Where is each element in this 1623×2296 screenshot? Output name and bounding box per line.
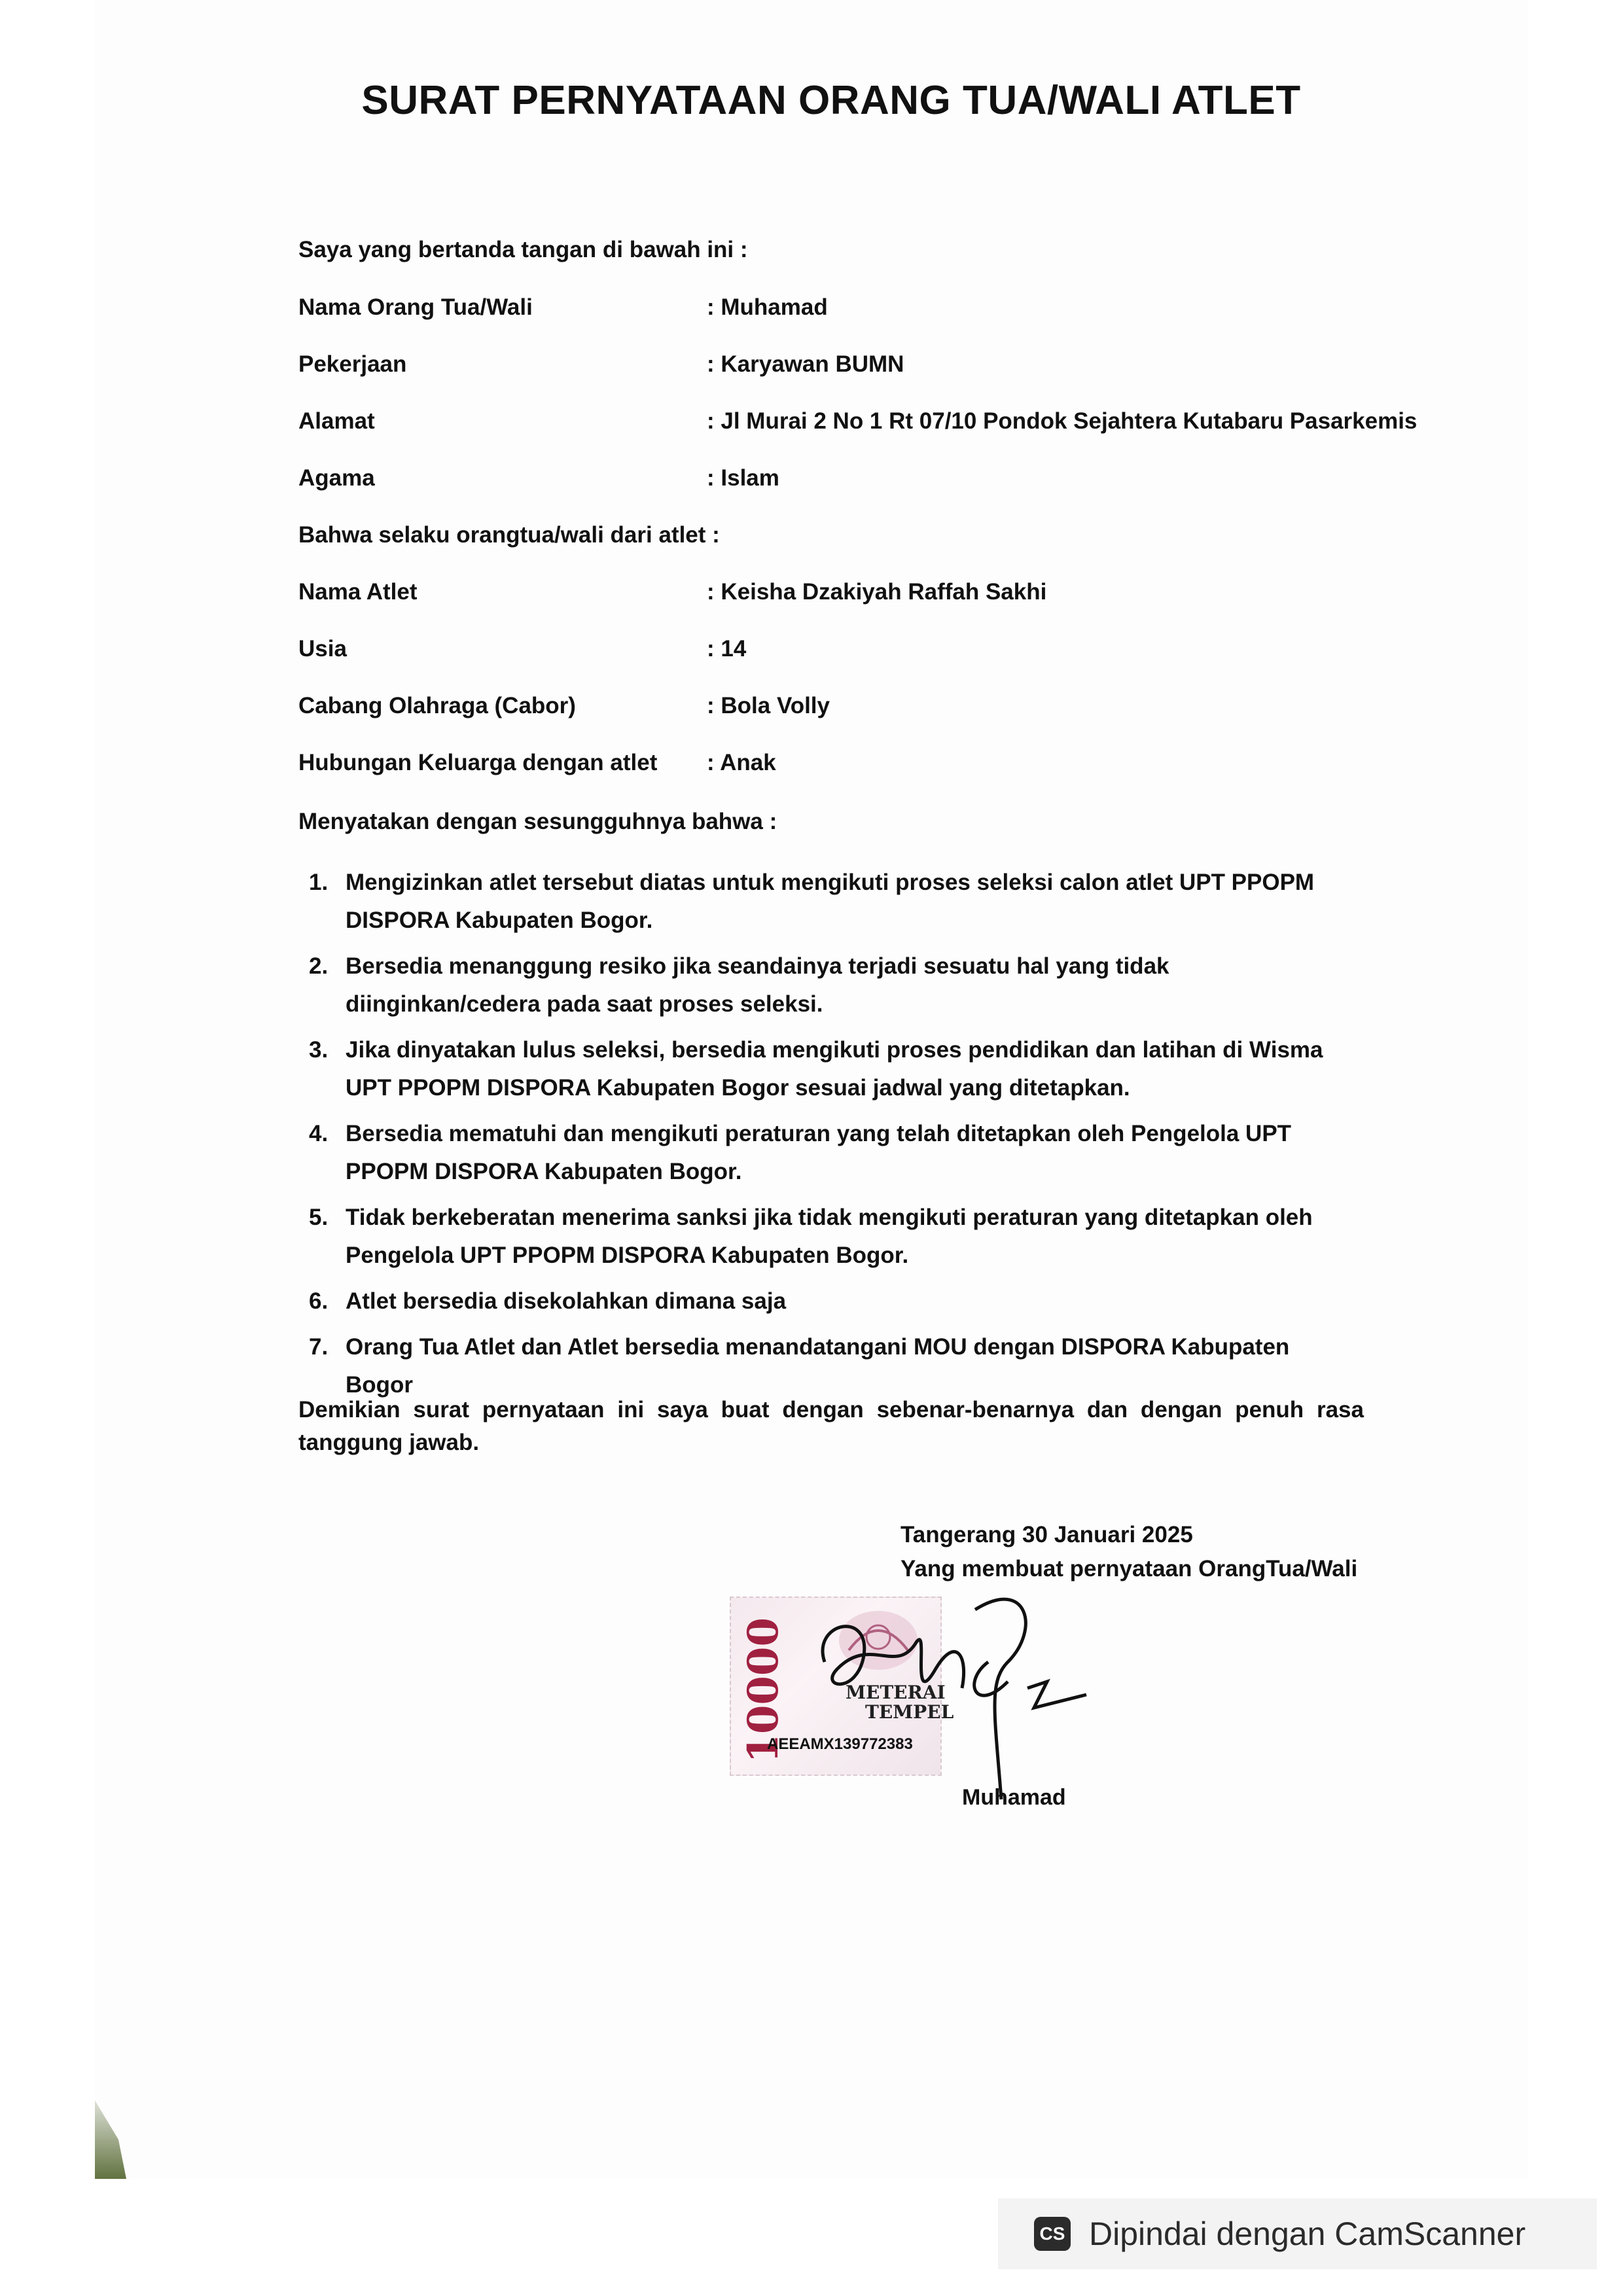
list-item-text: Bersedia mematuhi dan mengikuti peraturan yang telah ditetapkan oleh Pengelola UPT PPOPM DISPORA Kabupaten Bogor. (346, 1121, 1292, 1184)
list-item (302, 1031, 1363, 1107)
stamp-serial: AEEAMX139772383 (767, 1735, 913, 1753)
field-label-sport: Cabang Olahraga (Cabor) (298, 693, 576, 718)
list-item-text: Bersedia menanggung resiko jika seandainya terjadi sesuatu hal yang tidak diinginkan/cedera pada saat proses seleksi. (346, 953, 1169, 1017)
field-value-occupation: : Karyawan BUMN (707, 351, 904, 377)
field-value-religion: : Islam (707, 465, 779, 491)
place-date: Tangerang 30 Januari 2025 (901, 1522, 1193, 1547)
list-item-number: 2. (309, 953, 329, 979)
field-label-occupation: Pekerjaan (298, 351, 407, 377)
camscanner-watermark (998, 2199, 1597, 2269)
list-item-text: Tidak berkeberatan menerima sanksi jika tidak mengikuti peraturan yang ditetapkan oleh Pengelola UPT PPOPM DISPORA Kabupaten Bogor. (346, 1205, 1313, 1268)
field-label-address: Alamat (298, 408, 375, 434)
list-item-text: Mengizinkan atlet tersebut diatas untuk mengikuti proses seleksi calon atlet UPT PPOPM DISPORA Kabupaten Bogor. (346, 870, 1315, 933)
field-value-athlete-name: : Keisha Dzakiyah Raffah Sakhi (707, 579, 1047, 605)
list-item-number: 6. (309, 1288, 329, 1314)
list-item (302, 947, 1363, 1023)
closing-paragraph: Demikian surat pernyataan ini saya buat dengan sebenar-benarnya dan dengan penuh rasa tanggung jawab. (298, 1397, 1364, 1455)
list-item-number: 4. (309, 1121, 329, 1146)
statement-list (302, 864, 1363, 1412)
field-label-relationship: Hubungan Keluarga dengan atlet (298, 750, 658, 775)
field-label-parent-name: Nama Orang Tua/Wali (298, 294, 533, 320)
field-value-sport: : Bola Volly (707, 693, 830, 718)
intro-text: Saya yang bertanda tangan di bawah ini : (298, 237, 748, 262)
list-item-text: Atlet bersedia disekolahkan dimana saja (346, 1288, 787, 1314)
field-value-parent-name: : Muhamad (707, 294, 828, 320)
statement-intro-text: Menyatakan dengan sesungguhnya bahwa : (298, 809, 777, 834)
field-label-religion: Agama (298, 465, 375, 491)
list-item-number: 1. (309, 870, 329, 895)
signer-name: Muhamad (962, 1785, 1066, 1810)
field-value-address: : Jl Murai 2 No 1 Rt 07/10 Pondok Sejahtera Kutabaru Pasarkemis (707, 408, 1418, 434)
maker-label: Yang membuat pernyataan OrangTua/Wali (901, 1556, 1358, 1581)
list-item-text: Jika dinyatakan lulus seleksi, bersedia mengikuti proses pendidikan dan latihan di Wisma UPT PPOPM DISPORA Kabupaten Bogor sesuai jadwal yang ditetapkan. (346, 1037, 1323, 1101)
list-item-number: 7. (309, 1334, 329, 1360)
field-value-age: : 14 (707, 636, 747, 662)
stamp-value: 10000 (739, 1617, 788, 1763)
list-item-text: Orang Tua Atlet dan Atlet bersedia menandatangani MOU dengan DISPORA Kabupaten Bogor (346, 1334, 1290, 1398)
stamp-label-tempel: TEMPEL (865, 1701, 954, 1723)
list-item (302, 1282, 1363, 1320)
signature-icon (812, 1583, 1113, 1806)
list-item-number: 3. (309, 1037, 329, 1063)
field-value-relationship: : Anak (707, 750, 776, 775)
list-item-number: 5. (309, 1205, 329, 1230)
camscanner-logo-icon: CS (1034, 2217, 1071, 2251)
document-title: SURAT PERNYATAAN ORANG TUA/WALI ATLET (361, 78, 1301, 123)
field-label-athlete-name: Nama Atlet (298, 579, 418, 605)
list-item (302, 864, 1363, 940)
list-item (302, 1115, 1363, 1191)
camscanner-text: Dipindai dengan CamScanner (1089, 2216, 1526, 2252)
stamp-label-meterai: METERAI (846, 1682, 946, 1703)
list-item (302, 1328, 1363, 1404)
list-item (302, 1199, 1363, 1275)
field-label-age: Usia (298, 636, 347, 662)
athlete-intro-text: Bahwa selaku orangtua/wali dari atlet : (298, 522, 720, 548)
